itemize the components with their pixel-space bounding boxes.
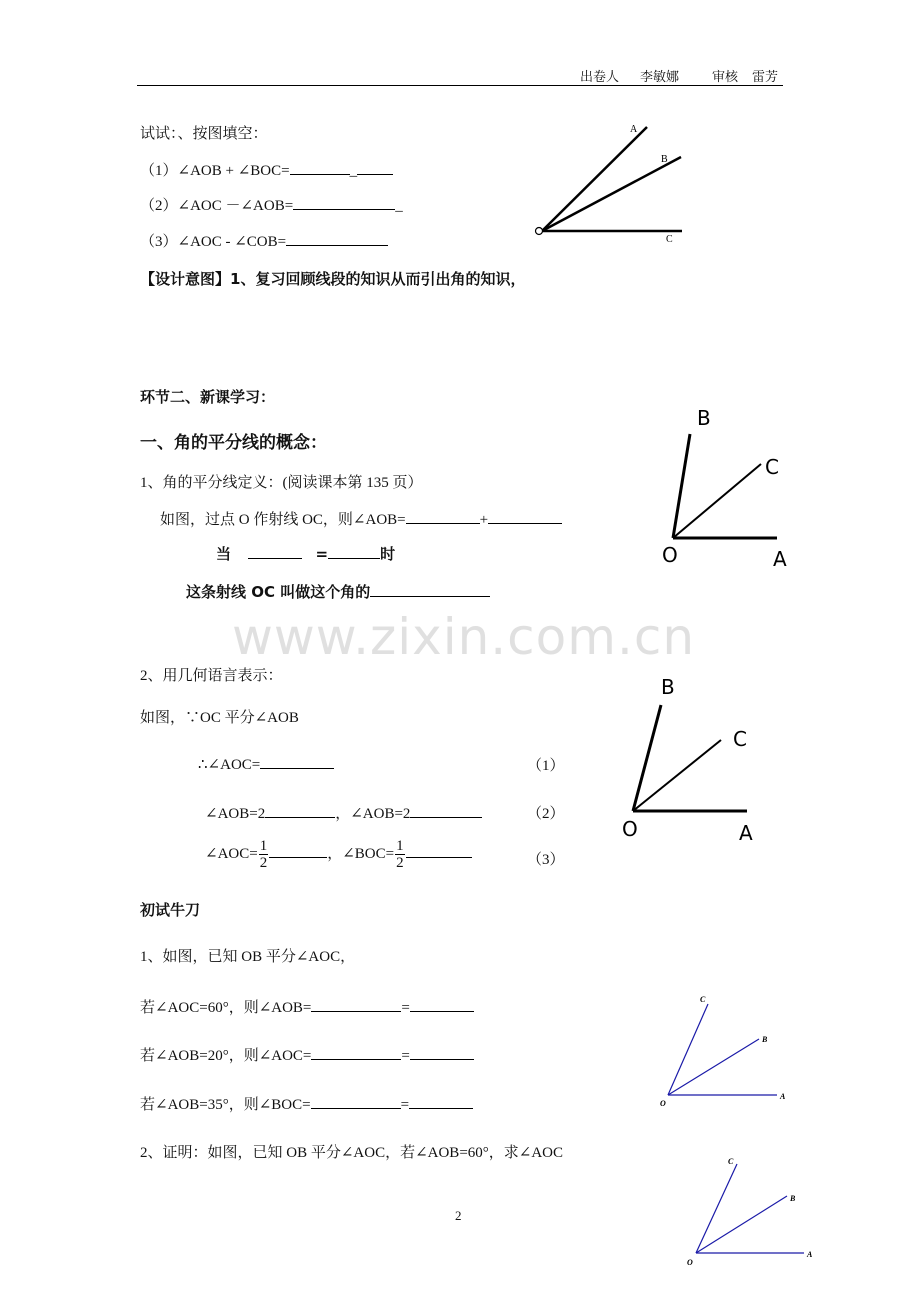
label-b: B — [762, 1035, 768, 1044]
answer-blank[interactable] — [410, 997, 474, 1012]
section2-title: 环节二、新课学习： — [140, 388, 276, 406]
label-a: A — [739, 821, 753, 845]
label-c: C — [666, 234, 673, 245]
comma: ， — [335, 806, 351, 822]
answer-blank[interactable] — [290, 160, 350, 175]
practice-2: 2、证明：如图，已知 OB 平分∠AOC，若∠AOB=60°，求∠AOC — [140, 1145, 564, 1161]
when-line — [216, 543, 395, 564]
practice-title: 初试牛刀 — [140, 901, 201, 919]
answer-blank[interactable] — [260, 754, 334, 769]
definition-sentence — [160, 508, 562, 529]
warmup-q1-text: （1）∠AOB + ∠BOC= — [140, 163, 290, 179]
mark-1: （1） — [527, 758, 565, 774]
equation-2 — [205, 802, 482, 823]
comma: ， — [327, 845, 343, 862]
fraction-denominator: 2 — [259, 855, 268, 871]
answer-blank[interactable] — [311, 1045, 401, 1060]
definition-text: 如图，过点 O 作射线 OC，则∠AOB= — [160, 512, 406, 528]
answer-blank[interactable] — [370, 582, 490, 597]
header-reviewer-name: 雷芳 — [752, 70, 779, 85]
fraction-numerator: 1 — [396, 838, 404, 854]
answer-blank[interactable] — [410, 803, 482, 818]
therefore-text: ∴∠AOC= — [198, 757, 261, 773]
practice-1: 1、如图，已知 OB 平分∠AOC， — [140, 949, 356, 965]
label-c: C — [733, 727, 747, 751]
warmup-q3-text: （3）∠AOC - ∠COB= — [140, 234, 287, 250]
answer-blank[interactable] — [265, 803, 335, 818]
label-a: A — [630, 124, 638, 135]
label-c: C — [765, 455, 779, 479]
label-a: A — [773, 547, 787, 571]
answer-blank[interactable] — [328, 544, 380, 559]
ray-oa — [542, 127, 647, 231]
when-prefix: 当 — [216, 545, 232, 563]
warmup-q3 — [140, 230, 388, 251]
concept-title: 一、角的平分线的概念： — [140, 433, 327, 453]
because-line: 如图，∵OC 平分∠AOB — [140, 710, 299, 726]
header-rule — [137, 85, 783, 86]
header-reviewer-label: 审核 — [712, 70, 739, 85]
equation-3 — [205, 838, 472, 871]
design-note: 【设计意图】1、复习回顾线段的知识从而引出角的知识， — [140, 270, 526, 288]
ray-oc — [633, 740, 721, 811]
practice-figure-1 — [650, 992, 800, 1112]
page-number: 2 — [455, 1208, 462, 1223]
practice-figure-2 — [678, 1152, 828, 1272]
row2-text: 若∠AOB=20°，则∠AOC= — [140, 1048, 312, 1064]
warmup-title: 试试：、按图填空： — [140, 126, 268, 142]
label-b: B — [661, 154, 668, 165]
when-suffix: 时 — [380, 545, 396, 563]
eq2a-text: ∠AOB=2 — [205, 806, 266, 822]
answer-blank[interactable] — [248, 544, 302, 559]
label-b: B — [661, 675, 675, 699]
watermark: www.zixin.com.cn — [232, 608, 696, 666]
bisector-figure-1 — [655, 400, 795, 570]
answer-blank[interactable] — [410, 1045, 474, 1060]
practice-row-2 — [140, 1044, 474, 1065]
fraction-half — [259, 838, 269, 871]
warmup-q1 — [140, 159, 393, 180]
mark-2: （2） — [527, 806, 565, 822]
label-o: O — [687, 1258, 693, 1267]
definition-line: 1、角的平分线定义：(阅读课本第 135 页） — [140, 475, 423, 491]
warmup-q2-tail: _ — [395, 198, 403, 214]
mark-3: （3） — [527, 852, 565, 868]
equals-sign: = — [315, 545, 329, 563]
practice-row-1 — [140, 996, 474, 1017]
answer-blank[interactable] — [286, 231, 388, 246]
warmup-q1-tail: _ — [349, 163, 358, 179]
bisector-figure-2 — [615, 672, 765, 847]
eq3a-text: ∠AOC= — [205, 845, 258, 862]
ray-ob — [633, 705, 661, 811]
warmup-angle-figure — [530, 118, 690, 248]
plus-sign: + — [479, 512, 489, 528]
fraction-numerator: 1 — [259, 838, 268, 854]
answer-blank[interactable] — [269, 843, 327, 858]
row3-text: 若∠AOB=35°，则∠BOC= — [140, 1097, 311, 1113]
eq2b-text: ∠AOB=2 — [350, 806, 411, 822]
answer-blank[interactable] — [409, 1094, 473, 1109]
equals-sign: = — [400, 1097, 410, 1113]
practice-row-3 — [140, 1093, 473, 1114]
label-a: A — [807, 1250, 813, 1259]
answer-blank[interactable] — [293, 195, 395, 210]
label-b: B — [790, 1194, 796, 1203]
answer-blank[interactable] — [311, 1094, 401, 1109]
ray-ob — [668, 1039, 759, 1095]
answer-blank[interactable] — [406, 509, 480, 524]
row1-text: 若∠AOC=60°，则∠AOB= — [140, 1000, 312, 1016]
answer-blank[interactable] — [406, 843, 472, 858]
called-text: 这条射线 OC 叫做这个角的 — [186, 583, 371, 601]
answer-blank[interactable] — [488, 509, 562, 524]
label-b: B — [697, 406, 711, 430]
label-c: C — [728, 1157, 734, 1166]
warmup-q2-text: （2）∠AOC －∠AOB= — [140, 198, 294, 214]
ray-oc — [673, 464, 761, 538]
vertex-o — [536, 228, 543, 235]
therefore-line — [198, 754, 334, 774]
ray-oc — [668, 1004, 708, 1095]
eq3b-text: ∠BOC= — [342, 845, 395, 862]
answer-blank[interactable] — [311, 997, 401, 1012]
label-o: O — [660, 1099, 666, 1108]
called-line — [186, 581, 490, 602]
answer-blank[interactable] — [357, 160, 393, 175]
header-author-label: 出卷人 — [580, 70, 620, 85]
label-o: O — [622, 817, 638, 841]
label-a: A — [780, 1092, 786, 1101]
geo-language-title: 2、用几何语言表示： — [140, 668, 283, 684]
ray-ob — [673, 434, 690, 538]
header-author-name: 李敏娜 — [640, 70, 680, 85]
warmup-q2 — [140, 194, 403, 215]
equals-sign: = — [401, 1000, 410, 1016]
label-o: O — [662, 543, 678, 567]
fraction-denominator: 2 — [396, 855, 404, 871]
ray-ob — [542, 157, 681, 231]
fraction-half — [395, 838, 405, 871]
equals-sign: = — [401, 1048, 410, 1064]
label-c: C — [700, 995, 706, 1004]
